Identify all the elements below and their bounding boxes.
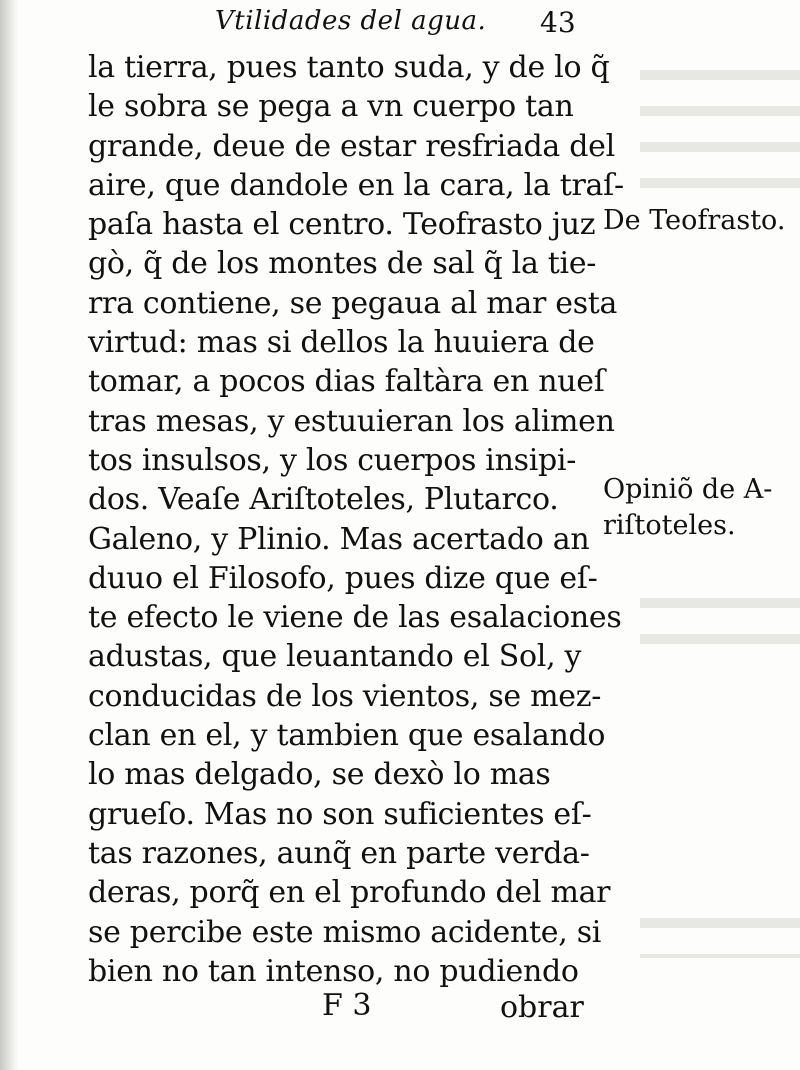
page-number: 43 bbox=[540, 6, 576, 39]
text-line: grande, deue de estar resfriada del bbox=[88, 128, 615, 164]
text-line: tras mesas, y estuuieran los alimen bbox=[88, 403, 615, 439]
running-head: Vtilidades del agua. bbox=[215, 6, 487, 36]
text-line: conducidas de los vientos, se mez- bbox=[88, 678, 602, 714]
text-line: dos. Veaſe Ariſtoteles, Plutarco. bbox=[88, 482, 559, 518]
text-line: duuo el Filosofo, pues dize que eſ- bbox=[88, 560, 598, 596]
signature-mark: F 3 bbox=[322, 988, 372, 1023]
show-through-shadow bbox=[640, 918, 800, 958]
show-through-shadow bbox=[640, 70, 800, 200]
text-line: Galeno, y Plinio. Mas acertado an bbox=[88, 521, 590, 557]
text-line: bien no tan intenso, no pudiendo bbox=[88, 953, 579, 989]
show-through-shadow bbox=[640, 598, 800, 668]
text-line: rra contiene, se pegaua al mar esta bbox=[88, 285, 618, 321]
marginal-note-teofrasto: De Teofrasto. bbox=[603, 205, 786, 236]
text-line: la tierra, pues tanto suda, y de lo q̃ bbox=[88, 50, 610, 85]
text-line: te efecto le viene de las esalaciones bbox=[88, 600, 622, 636]
text-line: clan en el, y tambien que esalando bbox=[88, 718, 606, 754]
catchword: obrar bbox=[500, 990, 584, 1025]
text-line: tomar, a pocos dias faltàra en nueſ bbox=[88, 364, 605, 400]
text-line: paſa hasta el centro. Teofrasto juz bbox=[88, 207, 596, 243]
text-line: tas razones, aunq̃ en parte verda- bbox=[88, 835, 590, 871]
text-line: gò, q̃ de los montes de sal q̃ la tie- bbox=[88, 246, 597, 282]
text-line: aire, que dandole en la cara, la traſ- bbox=[88, 167, 624, 203]
text-line: se percibe este mismo acidente, si bbox=[88, 914, 602, 950]
marginal-note-line: Opiniõ de A- bbox=[603, 474, 773, 505]
marginal-note-aristoteles bbox=[603, 472, 772, 544]
text-line: le sobra se pega a vn cuerpo tan bbox=[88, 89, 574, 125]
text-line: adustas, que leuantando el Sol, y bbox=[88, 639, 582, 675]
marginal-note-line: riſtoteles. bbox=[603, 510, 736, 541]
body-text bbox=[88, 48, 624, 991]
text-line: grueſo. Mas no son suficientes eſ- bbox=[88, 796, 592, 832]
text-line: lo mas delgado, se dexò lo mas bbox=[88, 757, 551, 793]
text-line: virtud: mas si dellos la huuiera de bbox=[88, 325, 595, 361]
text-line: deras, porq̃ en el profundo del mar bbox=[88, 875, 611, 911]
page-gutter-shadow bbox=[0, 0, 18, 1070]
text-line: tos insulsos, y los cuerpos insipi- bbox=[88, 442, 577, 478]
